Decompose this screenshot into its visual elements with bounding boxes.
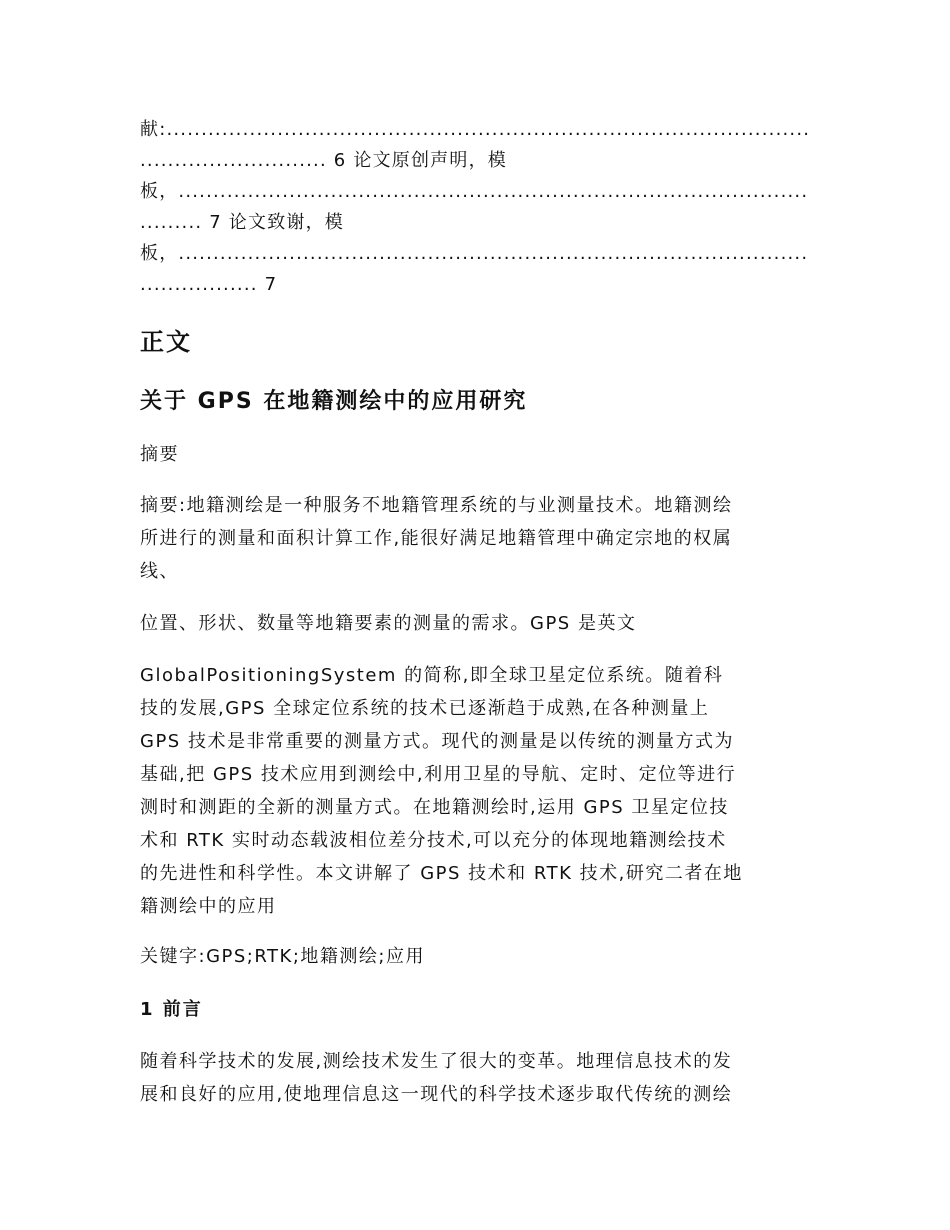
- toc-line: 板，...........................................................................................: [140, 181, 809, 202]
- toc-line: ......... 7 论文致谢，模: [140, 212, 344, 233]
- abstract-heading: 摘要: [140, 444, 179, 465]
- abstract-line: 摘要:地籍测绘是一种服务不地籍管理系统的与业测量技术。地籍测绘: [140, 495, 733, 516]
- abstract-line: 的先进性和科学性。本文讲解了 GPS 技术和 RTK 技术,研究二者在地: [140, 863, 743, 884]
- abstract-line: 线、: [140, 561, 179, 582]
- section-heading: 正文: [140, 328, 192, 356]
- toc-line: 板，...........................................................................................: [140, 243, 809, 264]
- toc-line: ........................... 6 论文原创声明，模: [140, 150, 507, 171]
- abstract-line: GlobalPositioningSystem 的简称,即全球卫星定位系统。随着科: [140, 665, 724, 686]
- article-title: 关于 GPS 在地籍测绘中的应用研究: [140, 389, 528, 414]
- keywords: 关键字:GPS;RTK;地籍测绘;应用: [140, 946, 425, 967]
- body-line: 展和良好的应用,使地理信息这一现代的科学技术逐步取代传统的测绘: [140, 1084, 733, 1105]
- abstract-line: 所进行的测量和面积计算工作,能很好满足地籍管理中确定宗地的权属: [140, 528, 733, 549]
- abstract-line: 技的发展,GPS 全球定位系统的技术已逐渐趋于成熟,在各种测量上: [140, 698, 710, 719]
- section-1-heading: 1 前言: [140, 999, 203, 1020]
- body-line: 随着科学技术的发展,测绘技术发生了很大的变革。地理信息技术的发: [140, 1051, 733, 1072]
- abstract-line: GPS 技术是非常重要的测量方式。现代的测量是以传统的测量方式为: [140, 731, 734, 752]
- abstract-line: 测时和测距的全新的测量方式。在地籍测绘时,运用 GPS 卫星定位技: [140, 797, 729, 818]
- toc-line: 献:.............................................................................................: [140, 119, 811, 140]
- abstract-line: 籍测绘中的应用: [140, 896, 277, 917]
- abstract-paragraph-2: 位置、形状、数量等地籍要素的测量的需求。GPS 是英文: [140, 613, 637, 634]
- abstract-line: 术和 RTK 实时动态载波相位差分技术,可以充分的体现地籍测绘技术: [140, 830, 727, 851]
- toc-line: ................. 7: [140, 274, 278, 295]
- abstract-line: 基础,把 GPS 技术应用到测绘中,利用卫星的导航、定时、定位等进行: [140, 764, 737, 785]
